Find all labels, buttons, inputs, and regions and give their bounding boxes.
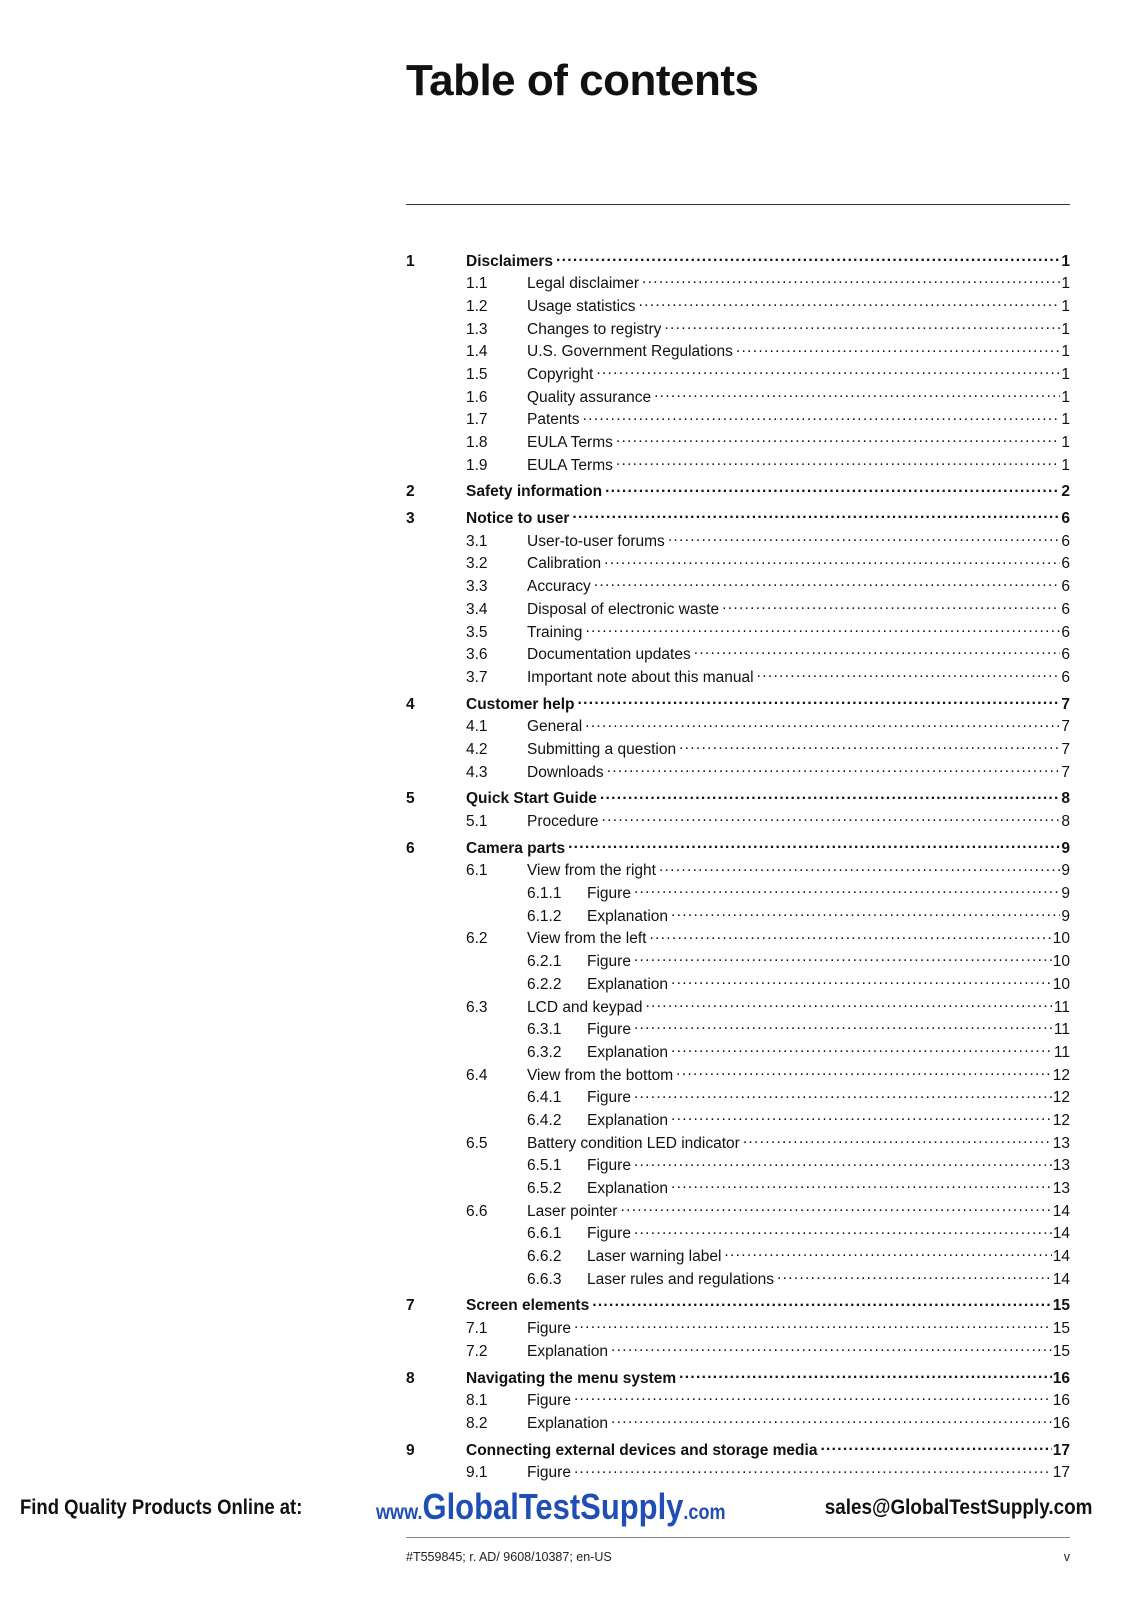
toc-entry[interactable] [406,1390,1070,1413]
toc-entry-number: 2 [406,483,415,501]
toc-entry[interactable] [406,318,1070,341]
toc-entry[interactable] [406,905,1070,928]
toc-entry[interactable] [406,273,1070,296]
toc-entry-title: Patents [527,411,580,429]
toc-entry-page: 1 [1061,343,1070,361]
toc-dot-leader [574,1390,1052,1406]
promo-url-main: GlobalTestSupply [422,1486,684,1527]
toc-entry-number: 4 [406,695,415,713]
toc-entry-title: Important note about this manual [527,668,754,686]
toc-entry-number: 6.1.1 [527,885,562,903]
toc-entry-number: 1.2 [466,297,488,315]
promo-website-link[interactable] [376,1486,726,1528]
toc-entry-page: 6 [1061,555,1070,573]
toc-entry-title: Procedure [527,813,599,830]
toc-entry[interactable] [406,1340,1070,1363]
toc-entry[interactable] [406,363,1070,386]
toc-entry[interactable] [406,1132,1070,1155]
toc-entry[interactable] [406,1064,1070,1087]
toc-entry-title: User-to-user forums [527,532,665,550]
toc-entry-title: Figure [587,1089,631,1107]
toc-dot-leader [634,883,1060,899]
toc-entry-number: 6.5 [466,1134,488,1152]
toc-entry-number: 3 [406,510,415,528]
toc-entry[interactable] [406,644,1070,667]
toc-entry-page: 10 [1052,953,1070,971]
toc-dot-leader [607,761,1061,777]
toc-entry[interactable] [406,951,1070,974]
toc-dot-leader [694,644,1061,660]
toc-dot-leader [664,318,1060,334]
toc-entry-page: 6 [1061,668,1070,686]
toc-entry-page: 15 [1052,1320,1070,1338]
toc-entry-page: 16 [1052,1369,1070,1387]
toc-dot-leader [676,1064,1052,1080]
toc-dot-leader [659,860,1060,876]
toc-entry-page: 1 [1061,434,1070,451]
toc-chapter-entry[interactable] [406,481,1070,504]
toc-entry[interactable] [406,454,1070,477]
toc-entry-title: Figure [587,885,631,903]
toc-dot-leader [578,693,1061,709]
toc-dot-leader [634,1087,1052,1103]
toc-chapter-entry[interactable] [406,1367,1070,1390]
toc-dot-leader [671,973,1052,989]
toc-entry-title: Explanation [587,907,669,925]
toc-dot-leader [679,738,1060,754]
toc-dot-leader [724,1246,1051,1262]
toc-dot-leader [585,716,1060,732]
toc-entry[interactable] [406,738,1070,761]
toc-entry-number: 8 [406,1369,415,1387]
toc-entry-title: Figure [527,1320,571,1338]
promo-text: Find Quality Products Online at: [20,1496,303,1519]
toc-dot-leader [605,481,1060,497]
toc-entry-title: Navigating the menu system [466,1369,677,1387]
toc-entry[interactable] [406,386,1070,409]
toc-entry-title: Training [527,623,583,641]
toc-dot-leader [616,432,1061,448]
toc-entry-page: 6 [1061,623,1070,641]
toc-entry-number: 6.6.1 [527,1225,562,1243]
toc-entry-number: 3.3 [466,578,488,596]
toc-dot-leader [616,454,1061,470]
toc-entry[interactable] [406,761,1070,784]
toc-entry[interactable] [406,1200,1070,1223]
toc-entry[interactable] [406,1155,1070,1178]
toc-entry[interactable] [406,973,1070,996]
toc-entry[interactable] [406,1268,1070,1291]
toc-entry-number: 3.5 [466,623,488,641]
toc-entry-page: 1 [1061,252,1070,270]
toc-entry-number: 4.2 [466,740,488,758]
toc-entry-page: 14 [1052,1248,1070,1266]
toc-entry-number: 6.2.1 [527,953,562,971]
toc-dot-leader [572,508,1060,524]
toc-entry-title: Laser warning label [587,1248,722,1266]
toc-entry-number: 6.5.1 [527,1157,562,1175]
toc-dot-leader [592,1295,1052,1311]
toc-dot-leader [596,363,1060,379]
toc-entry-page: 12 [1052,1066,1070,1084]
toc-entry-title: Laser pointer [527,1202,618,1220]
toc-entry-title: Connecting external devices and storage media [466,1441,818,1459]
toc-entry[interactable] [406,621,1070,644]
toc-entry-title: Explanation [527,1414,609,1432]
toc-entry-number: 3.6 [466,646,488,664]
toc-chapter-entry[interactable] [406,508,1070,531]
toc-chapter-entry[interactable] [406,693,1070,716]
toc-entry-number: 5.1 [466,813,488,830]
toc-entry-number: 6.2 [466,930,488,948]
toc-entry-page: 11 [1053,1043,1070,1061]
footer-divider [406,1537,1070,1538]
toc-entry-title: Screen elements [466,1297,590,1315]
toc-entry-number: 6.3 [466,998,488,1016]
toc-entry[interactable] [406,409,1070,432]
toc-entry[interactable] [406,598,1070,621]
toc-entry-number: 1.1 [466,275,488,293]
toc-entry-page: 1 [1061,388,1070,406]
toc-dot-leader [743,1132,1052,1148]
toc-entry[interactable] [406,996,1070,1019]
toc-entry[interactable] [406,1412,1070,1435]
toc-entry-number: 5 [406,790,415,808]
toc-entry-title: EULA Terms [527,434,613,451]
toc-entry-title: Copyright [527,365,594,383]
toc-entry-number: 3.4 [466,600,488,618]
toc-entry-title: Safety information [466,483,603,501]
toc-entry[interactable] [406,1462,1070,1485]
toc-entry-title: Figure [527,1392,571,1410]
toc-entry-number: 6.1.2 [527,907,562,925]
toc-entry-title: Accuracy [527,578,591,596]
toc-entry-title: U.S. Government Regulations [527,343,733,361]
toc-entry-number: 9.1 [466,1464,488,1482]
toc-entry-title: General [527,718,583,736]
toc-dot-leader [671,1109,1052,1125]
toc-entry-number: 1.7 [466,411,488,429]
toc-entry[interactable] [406,928,1070,951]
toc-entry-number: 7.2 [466,1342,488,1360]
toc-entry-page: 15 [1052,1297,1070,1315]
toc-dot-leader [671,1178,1052,1194]
toc-entry-page: 6 [1061,532,1070,550]
toc-entry-page: 16 [1052,1392,1070,1410]
toc-entry-number: 8.1 [466,1392,488,1410]
toc-chapter-entry[interactable] [406,837,1070,860]
toc-entry-title: Figure [587,1157,631,1175]
toc-entry-page: 10 [1052,975,1070,993]
toc-entry-page: 14 [1052,1202,1070,1220]
toc-entry-title: LCD and keypad [527,998,643,1016]
toc-entry-title: Quick Start Guide [466,790,597,808]
toc-dot-leader [602,811,1061,827]
toc-entry-page: 17 [1052,1441,1070,1459]
toc-dot-leader [777,1268,1052,1284]
toc-entry-number: 6.2.2 [527,975,562,993]
toc-entry[interactable] [406,1109,1070,1132]
toc-entry[interactable] [406,716,1070,739]
toc-dot-leader [642,273,1060,289]
toc-entry-page: 1 [1061,320,1070,338]
toc-entry-page: 14 [1052,1270,1070,1288]
toc-entry-page: 7 [1061,763,1070,781]
toc-entry-page: 14 [1052,1225,1070,1243]
toc-entry[interactable] [406,576,1070,599]
toc-dot-leader [679,1367,1052,1383]
table-of-contents [406,250,1070,1484]
toc-entry-number: 3.7 [466,668,488,686]
toc-dot-leader [585,621,1060,637]
toc-entry-number: 1.5 [466,365,488,383]
toc-entry-title: Explanation [587,1180,669,1197]
toc-entry-title: Camera parts [466,839,566,857]
toc-entry-number: 6.6.2 [527,1248,562,1266]
toc-entry-page: 13 [1052,1180,1070,1197]
toc-entry-page: 6 [1061,600,1070,618]
toc-dot-leader [722,598,1060,614]
toc-entry-title: Disclaimers [466,252,554,270]
toc-entry-page: 6 [1061,646,1070,664]
toc-dot-leader [671,1041,1053,1057]
toc-chapter-entry[interactable] [406,250,1070,273]
toc-entry-page: 1 [1061,275,1070,293]
toc-entry-number: 6.1 [466,862,488,880]
toc-entry[interactable] [406,811,1070,834]
toc-entry-title: Explanation [527,1342,609,1360]
promo-email-link[interactable]: sales@GlobalTestSupply.com [824,1496,1092,1519]
toc-entry-number: 8.2 [466,1414,488,1432]
toc-entry[interactable] [406,1087,1070,1110]
toc-entry-title: View from the left [527,930,647,948]
toc-entry-page: 1 [1061,456,1070,474]
toc-entry-page: 6 [1061,510,1070,528]
toc-entry-number: 1 [406,252,415,270]
toc-entry-number: 7 [406,1297,415,1315]
toc-entry-title: Figure [587,953,631,971]
toc-entry-number: 4.3 [466,763,488,781]
toc-entry-page: 9 [1061,885,1070,903]
toc-entry-number: 6.5.2 [527,1180,562,1197]
toc-dot-leader [736,341,1060,357]
page-title: Table of contents [406,56,759,105]
toc-dot-leader [654,386,1060,402]
toc-entry-page: 11 [1053,998,1070,1016]
toc-entry-number: 1.8 [466,434,488,451]
toc-entry[interactable] [406,341,1070,364]
toc-entry-page: 15 [1052,1342,1070,1360]
toc-entry-number: 1.9 [466,456,488,474]
toc-entry-page: 7 [1061,718,1070,736]
toc-entry-number: 4.1 [466,718,488,736]
toc-entry-page: 12 [1052,1111,1070,1129]
toc-entry-title: Explanation [587,1043,669,1061]
toc-dot-leader [634,1019,1053,1035]
toc-entry[interactable] [406,1223,1070,1246]
toc-dot-leader [556,250,1060,266]
toc-entry[interactable] [406,530,1070,553]
title-divider [406,204,1070,205]
toc-entry-title: Figure [587,1225,631,1243]
toc-entry-title: Customer help [466,695,575,713]
toc-entry-number: 7.1 [466,1320,488,1338]
toc-entry-page: 1 [1061,365,1070,383]
toc-dot-leader [634,1155,1052,1171]
toc-entry-title: Documentation updates [527,646,691,664]
toc-dot-leader [757,666,1061,682]
toc-entry-title: View from the right [527,862,656,880]
toc-entry[interactable] [406,1178,1070,1201]
toc-entry-page: 7 [1061,740,1070,758]
toc-entry-number: 6.3.1 [527,1021,562,1039]
toc-entry-title: Explanation [587,1111,669,1129]
toc-dot-leader [620,1200,1051,1216]
toc-entry[interactable] [406,666,1070,689]
toc-entry-page: 8 [1061,790,1070,808]
toc-entry-title: EULA Terms [527,456,613,474]
toc-entry[interactable] [406,295,1070,318]
toc-entry-page: 1 [1061,297,1070,315]
toc-entry-page: 9 [1061,907,1070,925]
toc-entry-page: 2 [1061,483,1070,501]
toc-dot-leader [634,1223,1052,1239]
toc-entry-title: Changes to registry [527,320,662,338]
toc-entry-number: 9 [406,1441,415,1459]
toc-entry-page: 7 [1061,695,1070,713]
toc-entry-title: Explanation [587,975,669,993]
promo-url-prefix: www. [376,1501,423,1524]
toc-entry[interactable] [406,1041,1070,1064]
toc-dot-leader [820,1439,1051,1455]
toc-entry-number: 3.2 [466,555,488,573]
toc-entry-title: Calibration [527,555,602,573]
toc-entry-number: 6.6 [466,1202,488,1220]
toc-entry-page: 6 [1061,578,1070,596]
toc-entry-title: Battery condition LED indicator [527,1134,740,1152]
toc-entry-number: 1.3 [466,320,488,338]
toc-entry-page: 9 [1061,862,1070,880]
toc-entry[interactable] [406,1019,1070,1042]
toc-dot-leader [671,905,1060,921]
toc-entry[interactable] [406,1246,1070,1269]
toc-dot-leader [574,1462,1052,1478]
toc-entry-page: 13 [1052,1134,1070,1152]
toc-dot-leader [639,295,1061,311]
toc-entry-title: Quality assurance [527,388,652,406]
toc-entry-title: Legal disclaimer [527,275,639,293]
toc-entry-title: Notice to user [466,510,570,528]
toc-dot-leader [611,1412,1052,1428]
toc-entry[interactable] [406,1318,1070,1341]
toc-entry-number: 1.6 [466,388,488,406]
toc-entry[interactable] [406,432,1070,455]
toc-entry[interactable] [406,860,1070,883]
toc-entry-page: 12 [1052,1089,1070,1107]
toc-entry-number: 1.4 [466,343,488,361]
toc-dot-leader [611,1340,1052,1356]
toc-entry-number: 6.6.3 [527,1270,562,1288]
toc-entry-number: 3.1 [466,532,488,550]
toc-dot-leader [594,576,1061,592]
toc-entry-title: Laser rules and regulations [587,1270,774,1288]
toc-dot-leader [583,409,1061,425]
toc-entry[interactable] [406,883,1070,906]
toc-entry-page: 13 [1052,1157,1070,1175]
toc-entry-number: 6.4 [466,1066,488,1084]
toc-entry-page: 9 [1061,839,1070,857]
toc-dot-leader [634,951,1052,967]
toc-chapter-entry[interactable] [406,788,1070,811]
toc-dot-leader [574,1318,1052,1334]
toc-entry-page: 11 [1053,1021,1070,1039]
toc-entry-title: Figure [587,1021,631,1039]
footer-document-id: #T559845; r. AD/ 9608/10387; en-US [406,1550,612,1564]
toc-entry-title: Disposal of electronic waste [527,600,720,618]
toc-entry-title: View from the bottom [527,1066,674,1084]
toc-entry-title: Submitting a question [527,740,677,758]
toc-entry-title: Usage statistics [527,297,636,315]
footer-page-number: v [1063,1550,1070,1564]
toc-entry-page: 8 [1061,813,1070,830]
toc-entry-title: Figure [527,1464,571,1482]
toc-entry-number: 6.3.2 [527,1043,562,1061]
toc-entry-page: 10 [1052,930,1070,948]
toc-dot-leader [600,788,1060,804]
toc-dot-leader [604,553,1060,569]
toc-chapter-entry[interactable] [406,1295,1070,1318]
toc-entry[interactable] [406,553,1070,576]
toc-dot-leader [668,530,1061,546]
toc-dot-leader [645,996,1052,1012]
toc-entry-number: 6 [406,839,415,857]
toc-entry-page: 16 [1052,1414,1070,1432]
toc-entry-number: 6.4.1 [527,1089,562,1107]
toc-chapter-entry[interactable] [406,1439,1070,1462]
toc-entry-number: 6.4.2 [527,1111,562,1129]
toc-entry-title: Downloads [527,763,604,781]
toc-entry-page: 1 [1061,411,1070,429]
toc-dot-leader [568,837,1060,853]
toc-entry-page: 17 [1052,1464,1070,1482]
promo-url-suffix: .com [683,1501,726,1524]
toc-dot-leader [649,928,1051,944]
promo-banner [0,1486,1132,1532]
